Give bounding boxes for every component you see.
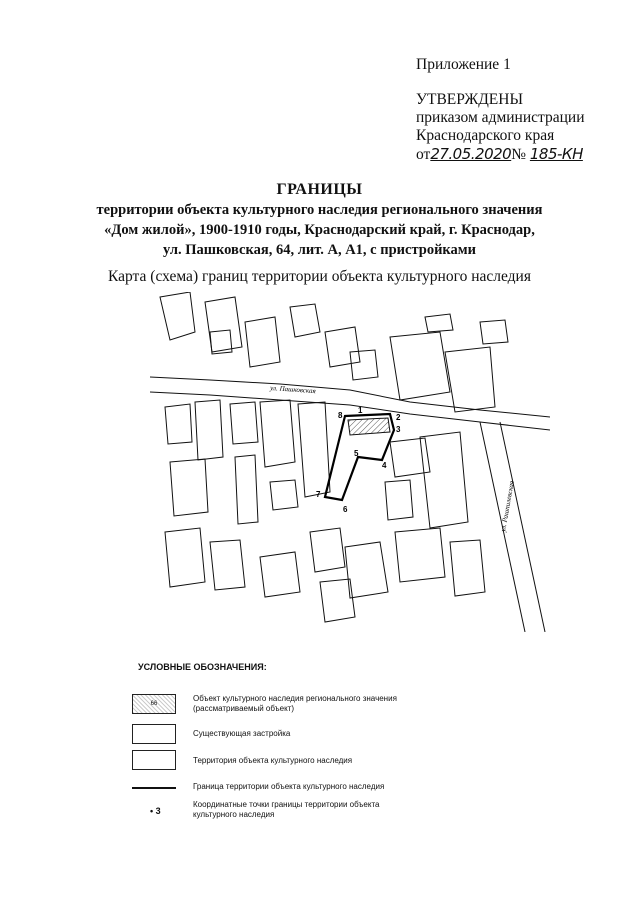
title-line-2: «Дом жилой», 1900-1910 годы, Краснодарский край, г. Краснодар, bbox=[104, 222, 535, 238]
legend-item-text: Существующая застройка bbox=[193, 729, 291, 738]
point-label: 2 bbox=[396, 413, 401, 422]
legend-item-text: Территория объекта культурного наследия bbox=[193, 756, 353, 765]
number-value: 185-КН bbox=[529, 145, 583, 163]
building bbox=[290, 304, 320, 337]
legend-heading: УСЛОВНЫЕ ОБОЗНАЧЕНИЯ: bbox=[138, 662, 267, 672]
building bbox=[170, 459, 208, 516]
map-subtitle: Карта (схема) границ территории объекта культурного наследия bbox=[108, 268, 531, 285]
document-title bbox=[0, 180, 639, 260]
building bbox=[245, 317, 280, 367]
building bbox=[260, 400, 295, 467]
date-value: 27.05.2020 bbox=[430, 145, 512, 163]
territory-symbol bbox=[132, 750, 176, 770]
number-prefix: № bbox=[511, 146, 527, 163]
building bbox=[298, 402, 330, 497]
boundary-line-symbol bbox=[132, 787, 176, 789]
building bbox=[395, 528, 445, 582]
legend-item-text: Граница территории объекта культурного наследия bbox=[193, 782, 385, 791]
approved-label: УТВЕРЖДЕНЫ bbox=[416, 91, 523, 108]
boundary-map bbox=[150, 292, 550, 632]
building bbox=[310, 528, 345, 572]
point-label: 7 bbox=[316, 490, 321, 499]
building bbox=[480, 320, 508, 344]
point-label: 1 bbox=[358, 406, 363, 415]
building bbox=[165, 528, 205, 587]
building bbox=[205, 297, 242, 352]
approval-line-1: приказом администрации bbox=[416, 109, 585, 126]
point-label: 5 bbox=[354, 449, 359, 458]
building bbox=[160, 292, 195, 340]
building bbox=[165, 404, 192, 444]
building bbox=[260, 552, 300, 597]
building bbox=[450, 540, 485, 596]
point-label: 6 bbox=[343, 505, 348, 514]
existing-building-symbol bbox=[132, 724, 176, 744]
building bbox=[230, 402, 258, 444]
point-number: 3 bbox=[155, 806, 161, 816]
building bbox=[195, 400, 223, 460]
approval-date-line bbox=[416, 145, 585, 164]
point-label: 4 bbox=[382, 461, 387, 470]
appendix-label: Приложение 1 bbox=[416, 56, 511, 73]
point-label: 8 bbox=[338, 411, 343, 420]
legend-item-text: Объект культурного наследия регионального значения (рассматриваемый объект) bbox=[193, 694, 397, 713]
legend-item-text: Координатные точки границы территории объекта культурного наследия bbox=[193, 800, 380, 819]
date-prefix: от bbox=[416, 146, 431, 163]
coordinate-point-symbol: • 3 bbox=[150, 806, 161, 816]
building bbox=[445, 347, 495, 412]
building bbox=[235, 455, 258, 524]
street-label: ул. Рашпилевская bbox=[499, 480, 516, 533]
building bbox=[390, 332, 450, 400]
title-line-1: территории объекта культурного наследия регионального значения bbox=[96, 202, 543, 218]
building bbox=[320, 579, 355, 622]
street-edge bbox=[150, 377, 550, 417]
building bbox=[350, 350, 378, 380]
heritage-object bbox=[348, 418, 390, 435]
point-label: 3 bbox=[396, 425, 401, 434]
building bbox=[210, 540, 245, 590]
street-label: ул. Пашковская bbox=[269, 384, 317, 396]
building bbox=[425, 314, 453, 332]
title-line-3: ул. Пашковская, 64, лит. А, А1, с пристройками bbox=[162, 242, 477, 258]
approval-block bbox=[416, 56, 585, 164]
approval-line-2: Краснодарского края bbox=[416, 127, 555, 144]
title-heading: ГРАНИЦЫ bbox=[276, 181, 363, 198]
building bbox=[325, 327, 360, 367]
heritage-object-symbol: 66 bbox=[132, 694, 176, 714]
building bbox=[270, 480, 298, 510]
building bbox=[385, 480, 413, 520]
building bbox=[420, 432, 468, 528]
